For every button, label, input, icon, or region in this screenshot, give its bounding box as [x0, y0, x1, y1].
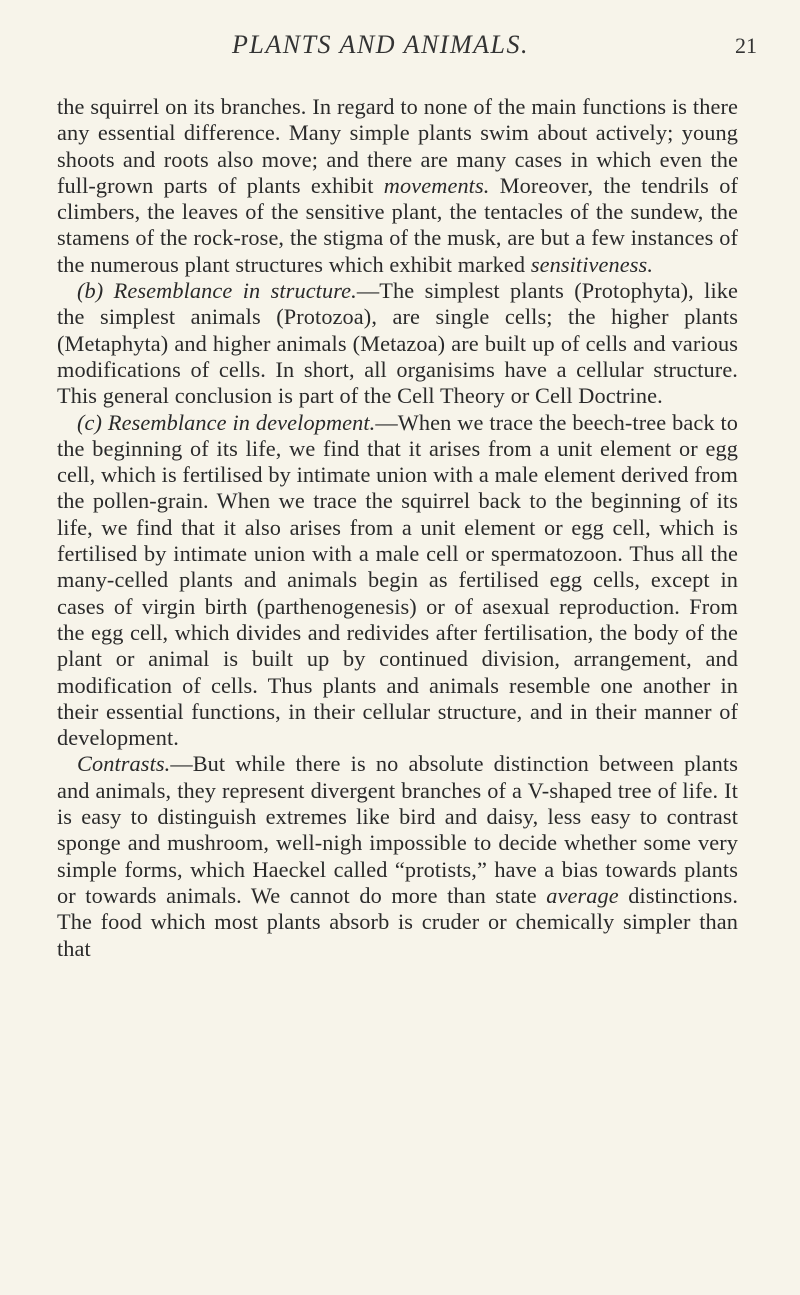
paragraph-functions — [57, 94, 738, 278]
paragraph-development — [57, 410, 738, 752]
section-heading-contrasts: Contrasts. — [77, 751, 171, 777]
section-heading-structure: (b) Resemblance in structure. — [77, 278, 357, 304]
text-segment: the squirrel on its branches. In regard to none of the main functions is there any essential difference. Many simple plants swim about actively; young shoots and roots also move; and there are many cases in which even the full-grown parts of plants exhibit — [57, 94, 738, 198]
body-text — [57, 94, 738, 962]
paragraph-contrasts — [57, 751, 738, 961]
emphasis-movements: movements. — [383, 172, 490, 198]
text-segment: distinctions. The food which most plants absorb is cruder or chemically simpler than that — [57, 882, 739, 961]
running-title: PLANTS AND ANIMALS. — [232, 30, 529, 59]
text-segment: —But while there is no absolute distinction between plants and animals, they represent divergent branches of a V-shaped tree of life. It is easy to distinguish extremes like bird and daisy, less easy to contrast sponge and mushroom, well-nigh impossible to decide whether some very simple forms, which Haeckel called “protists,” have a bias towards plants or towards animals. We cannot do more than state — [57, 751, 738, 908]
emphasis-sensitiveness: sensitiveness. — [530, 251, 653, 277]
text-segment: —When we trace the beech-tree back to the beginning of its life, we find that it arises from a unit element or egg cell, which is fertilised by intimate union with a male element derived from the pollen-grain. When we trace the squirrel back to the beginning of its life, we find that it also arises from a unit element or egg cell, which is fertilised by intimate union with a male cell or spermatozoon. Thus all the many-celled plants and animals begin as fertilised egg cells, except in cases of virgin birth (parthenogenesis) or of asexual reproduction. From the egg cell, which divides and redivides after fertilisation, the body of the plant or animal is built up by continued division, arrangement, and modification of cells. Thus plants and animals resemble one another in their essential functions, in their cellular structure, and in their manner of development. — [57, 409, 738, 751]
page-number: 21 — [735, 33, 757, 58]
emphasis-average: average — [546, 882, 619, 908]
text-segment: —The simplest plants (Protophyta), like the simplest animals (Protozoa), are single cells; the higher plants (Metaphyta) and higher animals (Metazoa) are built up of cells and various modifications of cells. In short, all organisims have a cellular structure. This general conclusion is part of the Cell Theory or Cell Doctrine. — [57, 278, 738, 409]
paragraph-structure — [57, 278, 738, 409]
text-segment: Moreover, the tendrils of climbers, the leaves of the sensitive plant, the tentacles of the sundew, the stamens of the rock-rose, the stigma of the musk, are but a few instances of the numerous plant structures which exhibit marked — [57, 172, 738, 277]
section-heading-development: (c) Resemblance in development. — [77, 409, 376, 435]
